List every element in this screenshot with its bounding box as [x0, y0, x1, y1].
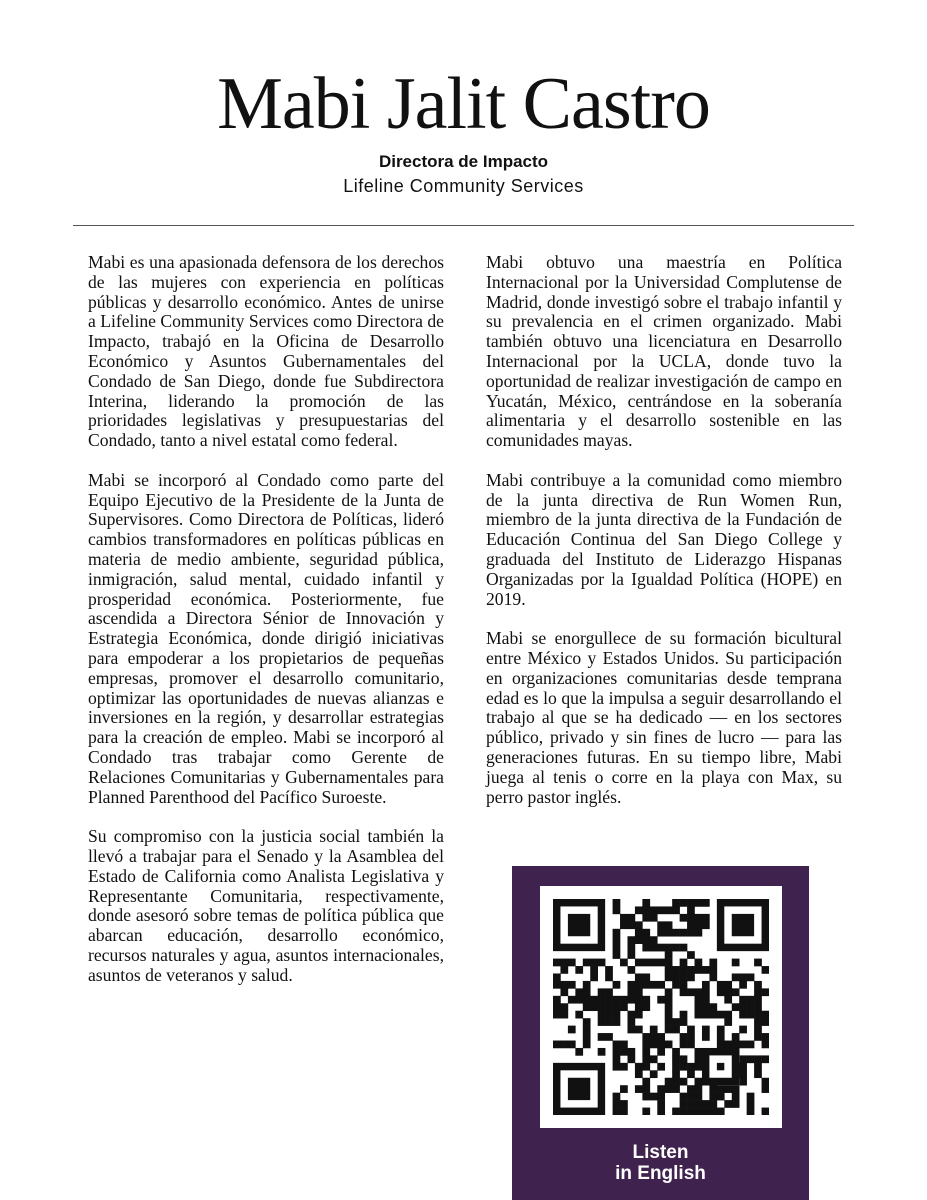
qr-code-icon[interactable]	[553, 899, 769, 1115]
organization-name: Lifeline Community Services	[343, 176, 584, 196]
qr-label-line: Listen	[632, 1142, 689, 1163]
qr-label-line: in English	[615, 1163, 706, 1184]
job-title: Directora de Impacto	[378, 152, 549, 171]
bio-column-left	[88, 253, 444, 1005]
bio-paragraph: Mabi se enorgullece de su formación bicultural entre México y Estados Unidos. Su participación en organizaciones comunitarias desde temprana edad es lo que la impulsa a seguir desarrollando el trabajo al que se ha dedicado — en los sectores público, privado y sin fines de lucro — para las generaciones futuras. En su tiempo libre, Mabi juega al tenis o corre en la playa con Max, su perro pastor inglés.	[486, 628, 842, 807]
bio-paragraph: Mabi se incorporó al Condado como parte del Equipo Ejecutivo de la Presidente de la Junta de Supervisores. Como Directora de Políticas, lideró cambios transformadores en políticas públicas en materia de medio ambiente, seguridad pública, inmigración, salud mental, cuidado infantil y prosperidad económica. Posteriormente, fue ascendida a Directora Sénior de Innovación y Estrategia Económica, donde dirigió iniciativas para empoderar a los propietarios de pequeñas empresas, promover el desarrollo comunitario, optimizar las oportunidades de nuevas alianzas e inversiones en la región, y desarrollar estrategias para la creación de empleo. Mabi se incorporó al Condado tras trabajar como Gerente de Relaciones Comunitarias y Gubernamentales para Planned Parenthood del Pacífico Suroeste.	[88, 469, 444, 807]
header-divider	[73, 225, 854, 226]
qr-code-frame	[540, 886, 782, 1128]
bio-paragraph: Mabi contribuye a la comunidad como miembro de la junta directiva de Run Women Run, miembro de la junta directiva de la Fundación de Educación Continua del San Diego College y graduada del Instituto de Liderazgo Hispanas Organizadas por la Igualdad Política (HOPE) en 2019.	[486, 469, 842, 609]
person-name: Mabi Jalit Castro	[217, 63, 710, 145]
bio-paragraph: Su compromiso con la justicia social también la llevó a trabajar para el Senado y la Asamblea del Estado de California como Analista Legislativa y Representante Comunitaria, respectivamente, donde asesoró sobre temas de política pública que abarcan educación, desarrollo económico, recursos naturales y agua, asuntos internacionales, asuntos de veteranos y salud.	[88, 826, 444, 985]
bio-paragraph: Mabi es una apasionada defensora de los derechos de las mujeres con experiencia en políticas públicas y desarrollo económico. Antes de unirse a Lifeline Community Services como Directora de Impacto, trabajó en la Oficina de Desarrollo Económico y Asuntos Gubernamentales del Condado de San Diego, donde fue Subdirectora Interina, liderando la promoción de las prioridades legislativas y presupuestarias del Condado, tanto a nivel estatal como federal.	[88, 252, 444, 451]
bio-column-right	[486, 253, 842, 827]
qr-label[interactable]	[512, 1142, 809, 1184]
bio-paragraph: Mabi obtuvo una maestría en Política Internacional por la Universidad Complutense de Madrid, donde investigó sobre el trabajo infantil y su prevalencia en el crimen organizado. Mabi también obtuvo una licenciatura en Desarrollo Internacional por la UCLA, donde tuvo la oportunidad de realizar investigación de campo en Yucatán, México, centrándose en la soberanía alimentaria y el desarrollo sostenible en las comunidades mayas.	[486, 252, 842, 451]
qr-code-panel[interactable]	[512, 866, 809, 1200]
